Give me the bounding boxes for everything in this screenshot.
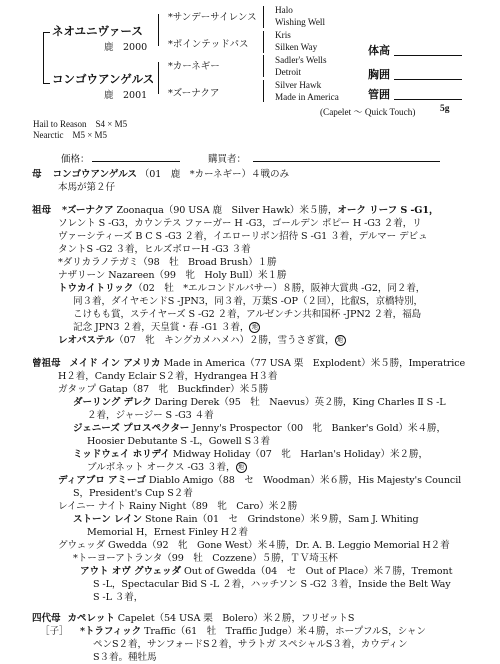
grandparent-3: *カーネギー [168, 61, 220, 72]
text-line: ソレント S -G3，カウンテス ファーガー H -G3，ゴールデン ポピー H -G3 ２着，リ [58, 218, 422, 229]
text-line: Zoonaqua（90 USA 鹿 Silver Hawk）米５勝， [116, 205, 338, 216]
text-line: Traffic（61 牡 Traffic Judge）米４勝，ホープフルS，シャン [144, 626, 426, 637]
family-note: (Capelet ～ Quick Touch) [320, 107, 416, 117]
great-grandparent: Sadler's Wells [275, 55, 327, 65]
text-line: S３着。種牡馬 [93, 652, 157, 663]
text-line: Memorial H，Ernest Finley H２着 [87, 527, 248, 538]
bracket-line [158, 14, 159, 46]
horse-name: ストーン レイン [73, 514, 143, 525]
bracket-line [263, 31, 264, 53]
grandparent-2: *ポインテッドパス [168, 39, 249, 50]
dam-info: 鹿 2001 [104, 90, 148, 101]
horse-name: カペレット [67, 613, 115, 624]
grandparent-1: *サンデーサイレンス [168, 12, 257, 23]
price-input-line[interactable] [92, 161, 180, 162]
text-line: 同３着，ダイヤモンドS -JPN3，同３着，万葉S -OP（２回），比叡S，京橋特別， [73, 296, 423, 307]
bracket-line [263, 6, 264, 28]
text-line: （07 牝 キングカメハメハ）２勝，雪うさぎ賞， [114, 335, 335, 346]
horse-name: ジェニーズ プロスペクター [73, 423, 190, 434]
text-line: ２着，ジャージー S -G3 ４着 [87, 410, 214, 421]
horse-name: ディアブロ アミーゴ [58, 475, 146, 486]
fourth-dam-heading: 四代母 [32, 613, 61, 624]
cannon-input-line[interactable] [394, 99, 462, 100]
text-line: S -L，Spectacular Bid S -L ２着，ハッチソン S -G2 ３着，Inside the Belt Way [93, 579, 451, 590]
text-line: オーク リーフ S -G1， [337, 205, 439, 216]
bracket-line [263, 80, 264, 102]
granddam-heading: 祖母 [32, 205, 51, 216]
buyer-input-line[interactable] [253, 161, 440, 162]
text-line: Midway Holiday（07 牝 Harlan's Holiday）米２勝， [172, 449, 428, 460]
text-line: *トーヨーアトランタ（99 牡 Cozzene）５勝，ＴＶ埼玉杯 [73, 553, 338, 564]
text-line: S -L ３着， [93, 592, 144, 603]
horse-name: ダーリング デレク [73, 397, 152, 408]
text-line: Made in America（77 USA 栗 Explodent）米５勝，Imperatrice [163, 358, 466, 369]
family-number: 5g [440, 104, 450, 114]
text-line: Daring Derek（95 牡 Naevus）英２勝，King Charles Ⅱ S -L [154, 397, 446, 408]
dam-name: コンゴウアンゲルス [52, 169, 137, 180]
bracket-line [43, 32, 44, 84]
text-line: グウェッダ Gwedda（92 牝 Gone West）米４勝，Dr. A. B. Leggio Memorial H２着 [58, 540, 450, 551]
dam-desc: （01 鹿 *カーネギー）４戦のみ [139, 169, 289, 180]
local-mark-icon: 地 [335, 335, 346, 346]
great-grandparent: Wishing Well [275, 17, 326, 27]
text-line: Hoosier Debutante S -L，Gowell S３着 [87, 436, 271, 447]
cannon-label: 管囲 [368, 88, 390, 101]
text-line: ペンS２着，サンフォードS２着，サラトガ スペシャルS３着，カウディン [93, 639, 408, 650]
granddam-name: *ズーナクア [61, 205, 114, 216]
great-grandparent: Kris [275, 30, 291, 40]
text-line: ガタップ Gatap（87 牝 Buckfinder）米５勝 [58, 384, 269, 395]
sire-info: 鹿 2000 [104, 42, 148, 53]
text-line: タントS -G2 ３着，ヒルズボローH -G3 ３着 [58, 244, 251, 255]
text-line: （02 牡 *エルコンドルパサー）８勝，阪神大賞典 -G2，同２着， [133, 283, 426, 294]
local-mark-icon: 地 [249, 322, 260, 333]
local-mark-icon: 地 [236, 462, 247, 473]
great-granddam-heading: 曾祖母 [32, 358, 61, 369]
dam-name: コンゴウアンゲルス [52, 72, 155, 86]
text-line: レイニー ナイト Rainy Night（89 牝 Caro）米２勝 [58, 501, 298, 512]
great-grandparent: Silver Hawk [275, 80, 322, 90]
text-line: ナザリーン Nazareen（99 牝 Holy Bull）米１勝 [58, 270, 287, 281]
great-grandparent: Silken Way [275, 42, 318, 52]
dam-heading: 母 [32, 169, 42, 180]
height-label: 体高 [368, 44, 390, 57]
dam-note: 本馬が第２仔 [58, 182, 115, 193]
sire-name: ネオユニヴァース [52, 24, 143, 38]
text-line: H２着，Candy Eclair S２着，Hydrangea H３着 [58, 371, 278, 382]
buyer-label: 購買者： [208, 154, 247, 165]
great-grandparent: Detroit [275, 67, 302, 77]
bracket-line [43, 83, 50, 84]
text-line: Stone Rain（01 セ Grindstone）米９勝，Sam J. Whiting [144, 514, 419, 525]
horse-name: トウカイトリック [58, 283, 134, 294]
text-line: S，President's Cup S２着 [73, 488, 193, 499]
text-line: Out of Gwedda（04 セ Out of Place）米７勝，Tremont [184, 566, 453, 577]
text-line: Jenny's Prospector（00 牝 Banker's Gold）米４勝， [192, 423, 446, 434]
girth-input-line[interactable] [394, 79, 462, 80]
text-line: Capelet（54 USA 栗 Bolero）米２勝，フリゼットS [117, 613, 355, 624]
text-line: こけもも賞，ステイヤーズ S -G2 ２着，アルゼンチン共和国杯 -JPN2 ２着，福島 [73, 309, 422, 320]
text-line: *ダリカラノテガミ（98 牡 Broad Brush）１勝 [58, 257, 277, 268]
inbreeding-1: Hail to Reason S4 × M5 [33, 119, 128, 129]
great-grandparent: Halo [275, 5, 293, 15]
bracket-line [263, 55, 264, 77]
text-line: 記念 JPN3 ２着，天皇賞・春 -G1 ３着， [73, 322, 250, 333]
horse-name: アウト オヴ グウェッダ [80, 566, 182, 577]
horse-name: *トラフィック [80, 626, 142, 637]
girth-label: 胸囲 [368, 68, 390, 81]
horse-name: メイド イン アメリカ [69, 358, 161, 369]
great-grandparent: Made in America [275, 92, 339, 102]
text-line: ブルボネット オークス -G3 ３着， [87, 462, 236, 473]
text-line: Diablo Amigo（88 セ Woodman）米６勝，His Majesty's Council [148, 475, 462, 486]
horse-name: レオパステル [58, 335, 115, 346]
bracket-line [158, 62, 159, 94]
offspring-label: ［子］ [40, 626, 69, 637]
horse-name: ミッドウェイ ホリデイ [73, 449, 170, 460]
bracket-line [43, 32, 50, 33]
height-input-line[interactable] [394, 55, 462, 56]
text-line: ヴァーシティーズ B C S -G3 ２着，イエローリボン招待 S -G1 ３着，デルマー デビュ [58, 231, 428, 242]
price-label: 価格： [61, 154, 90, 165]
grandparent-4: *ズーナクア [168, 88, 220, 99]
inbreeding-2: Nearctic M5 × M5 [33, 130, 108, 140]
